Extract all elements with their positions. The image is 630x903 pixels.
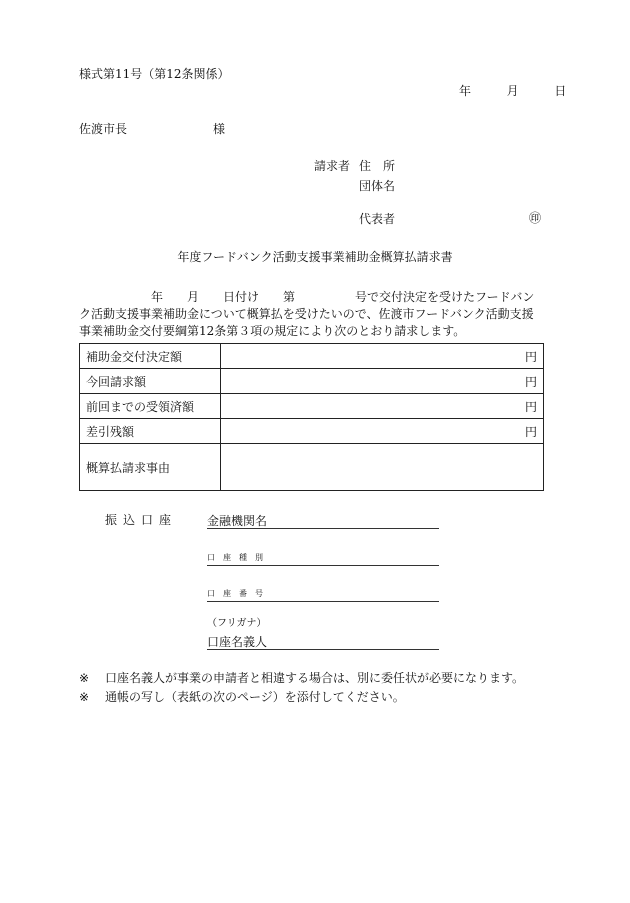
date-field <box>459 85 566 97</box>
note-mark: ※ <box>79 671 90 685</box>
table-row <box>80 369 544 394</box>
group-name-label: 団体名 <box>359 179 396 193</box>
account-type-field[interactable] <box>207 553 439 566</box>
address-label: 住 所 <box>359 159 396 173</box>
note-item <box>79 691 405 703</box>
amount-cell[interactable]: 円 <box>221 369 544 394</box>
date-month: 月 <box>506 84 519 98</box>
amount-cell[interactable]: 円 <box>221 344 544 369</box>
document-title: 年度フードバンク活動支援事業補助金概算払請求書 <box>177 250 453 264</box>
body-line-2: ク活動支援事業補助金について概算払を受けたいので、佐渡市フードバンク活動支援 <box>79 307 534 321</box>
amount-cell[interactable]: 円 <box>221 419 544 444</box>
account-type-label: 口座種別 <box>207 553 271 562</box>
row-label: 補助金交付決定額 <box>80 344 221 369</box>
account-holder-label: 口座名義人 <box>207 635 268 649</box>
reason-cell[interactable] <box>221 444 544 491</box>
date-year: 年 <box>459 84 472 98</box>
body-line-3: 事業補助金交付要綱第12条第３項の規定により次のとおり請求します。 <box>79 324 466 338</box>
note-text: 通帳の写し（表紙の次のページ）を添付してください。 <box>105 690 405 704</box>
institution-label: 金融機関名 <box>207 514 268 528</box>
request-body <box>79 289 549 340</box>
claim-table <box>79 343 544 491</box>
row-label: 今回請求額 <box>80 369 221 394</box>
amount-cell[interactable]: 円 <box>221 394 544 419</box>
institution-field[interactable] <box>207 514 439 529</box>
addressee: 佐渡市長 <box>79 122 128 136</box>
table-row <box>80 444 544 491</box>
table-row <box>80 419 544 444</box>
account-number-label: 口座番号 <box>207 589 271 598</box>
seal-mark: ㊞ <box>529 211 542 225</box>
representative-label: 代表者 <box>359 212 396 226</box>
row-label: 概算払請求事由 <box>80 444 221 491</box>
requester-label: 請求者 <box>314 159 351 173</box>
note-text: 口座名義人が事業の申請者と相違する場合は、別に委任状が必要になります。 <box>105 671 525 685</box>
account-number-field[interactable] <box>207 589 439 602</box>
table-row <box>80 344 544 369</box>
account-holder-field[interactable] <box>207 635 439 650</box>
row-label: 前回までの受領済額 <box>80 394 221 419</box>
addressee-honorific: 様 <box>213 122 226 136</box>
note-mark: ※ <box>79 690 90 704</box>
bank-account-label: 振込口座 <box>105 513 178 527</box>
date-day: 日 <box>554 84 567 98</box>
table-row <box>80 394 544 419</box>
row-label: 差引残額 <box>80 419 221 444</box>
note-item <box>79 672 524 684</box>
furigana-label: （フリガナ） <box>207 618 267 629</box>
body-line-1: 年 月 日付け 第 号で交付決定を受けたフードバン <box>79 290 535 304</box>
form-number: 様式第11号（第12条関係） <box>79 67 230 81</box>
